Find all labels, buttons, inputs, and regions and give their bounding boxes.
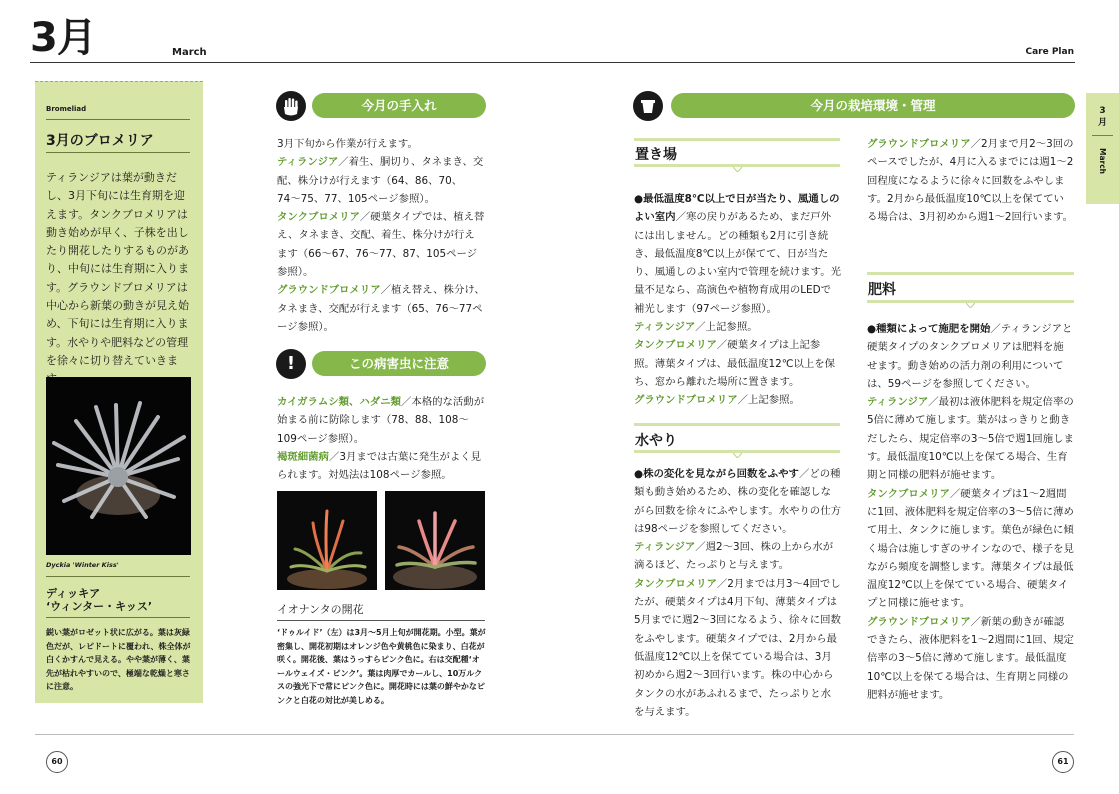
header-rule bbox=[30, 62, 1075, 63]
fertilizer-item bbox=[867, 393, 1074, 484]
environment-section-title: 今月の栽培環境・管理 bbox=[671, 93, 1075, 118]
month-index-tab[interactable] bbox=[1086, 93, 1119, 204]
sidebar-divider bbox=[46, 576, 190, 577]
plant-name-line1: ディッキア bbox=[46, 587, 101, 600]
pest-item-label: カイガラムシ類、ハダニ類 bbox=[277, 396, 401, 408]
tillandsia-illustration bbox=[385, 491, 485, 590]
tillandsia-illustration bbox=[277, 491, 377, 590]
chevron-down-icon bbox=[733, 453, 742, 458]
fertilizer-body bbox=[867, 320, 1074, 704]
watering-item bbox=[867, 135, 1074, 226]
dyckia-illustration bbox=[46, 377, 191, 555]
pest-item-label: 褐斑細菌病 bbox=[277, 450, 329, 463]
care-item bbox=[277, 281, 485, 336]
fertilizer-item-label: タンクブロメリア bbox=[867, 487, 950, 500]
watering-item bbox=[634, 538, 841, 575]
tab-divider bbox=[1092, 135, 1113, 136]
photo-description: ‘ドゥルイド’（左）は3月〜5月上旬が開花期。小型。葉が密集し、開花初期はオレンジ色や黄桃色に染まり、白花が咲く。開花後、葉はうっすらピンク色に。右は交配種‘オールウェイズ・ピンク’。葉は肉厚でカールし、10万ルクスの強光下で常にピンク色に。開花時には葉の鮮やかなピンクと白花の対比が美しめる。 bbox=[277, 628, 486, 705]
watering-item-text: ／2月までは月3〜4回でしたが、硬葉タイプは4月下旬、薄葉タイプは5月までに週2〜3回になるよう、徐々に回数をふやします。硬葉タイプでは、2月から最低温度12℃以上を保てている場合は、3月初めから週2〜3回行います。株の中心からタンクの水があふれるまで、たっぷりと水を与えます。 bbox=[634, 577, 841, 718]
right-page-number: 61 bbox=[1052, 751, 1074, 773]
section-rule bbox=[634, 138, 840, 141]
care-body bbox=[277, 135, 485, 336]
placement-item bbox=[634, 318, 841, 336]
photo-title-rule bbox=[277, 620, 485, 621]
care-item-label: ティランジア bbox=[277, 156, 339, 169]
photo-caption: Dyckia 'Winter Kiss' bbox=[46, 561, 119, 569]
sidebar-title: 3月のブロメリア bbox=[46, 133, 154, 149]
watering-item-label: グラウンドブロメリア bbox=[867, 138, 971, 150]
sidebar-divider bbox=[46, 152, 190, 153]
bromeliad-sidebar bbox=[35, 81, 203, 703]
watering-lead bbox=[634, 465, 841, 538]
fertilizer-item-text: ／硬葉タイプは1〜2週間に1回、液体肥料を規定倍率の3〜5倍に薄めて用土、タンクに施します。葉色が緑色に傾く場合は施しすぎのサインなので、様子を見ながら頻度を調整します。薄葉タイプは最低温度12℃以上を保てている場合、硬葉タイプと同様に施せます。 bbox=[867, 487, 1074, 610]
chevron-down-icon bbox=[733, 167, 742, 172]
care-section-title: 今月の手入れ bbox=[312, 93, 486, 118]
watering-item-label: タンクブロメリア bbox=[634, 577, 717, 590]
watering-item-label: ティランジア bbox=[634, 541, 696, 554]
fertilizer-lead-bold: ●種類によって施肥を開始 bbox=[867, 323, 991, 335]
placement-item-label: グラウンドブロメリア bbox=[634, 394, 738, 407]
sidebar-divider bbox=[46, 617, 190, 618]
pest-item bbox=[277, 448, 485, 485]
fertilizer-lead-text: ／ティランジアと硬葉タイプのタンクブロメリアは肥料を施せます。動き始めの活力剤の利用については、59ページを参照してください。 bbox=[867, 323, 1073, 390]
ionantha-always-pink-photo bbox=[385, 491, 485, 590]
fertilizer-item-label: ティランジア bbox=[867, 396, 929, 409]
care-item bbox=[277, 208, 485, 281]
month-english-label: March bbox=[172, 47, 207, 58]
section-rule bbox=[867, 272, 1074, 275]
pest-item bbox=[277, 393, 485, 448]
plant-description: 鋭い葉がロゼット状に広がる。葉は灰緑色だが、レピドートに覆われ、株全体が白くかすんで見える。やや葉が薄く、葉先が枯れやすいので、極端な乾燥と寒さに注意。 bbox=[46, 628, 191, 691]
fertilizer-item-text: ／最初は液体肥料を規定倍率の5倍に薄めて施します。葉がはっきりと動きだしたら、規定倍率の3〜5倍で週1回施します。最低温度10℃以上を保てる場合、生育期と同様の肥料が施せます。 bbox=[867, 396, 1074, 482]
fertilizer-item bbox=[867, 485, 1074, 613]
placement-item-text: ／上記参照。 bbox=[737, 394, 800, 407]
tab-kanji: 月 bbox=[1097, 118, 1107, 128]
care-item-text: ／硬葉タイプでは、植え替え、タネまき、交配、着生、株分けが行えます（66〜67、76〜77、87、105ページ参照）。 bbox=[277, 211, 485, 279]
fertilizer-item-text: ／新葉の動きが確認できたら、液体肥料を1〜2週間に1回、規定倍率の3〜5倍に薄めて施します。最低温度10℃以上を保てる場合は、生育期と同様の肥料が施せます。 bbox=[867, 615, 1074, 701]
placement-item-text: ／硬葉タイプは上記参照。薄葉タイプは、最低温度12℃以上を保ち、窓から離れた場所に置きます。 bbox=[634, 339, 836, 388]
fertilizer-item bbox=[867, 613, 1074, 704]
pest-section-title: この病害虫に注意 bbox=[312, 351, 486, 376]
placement-lead-text: ／寒の戻りがあるため、まだ戸外には出しません。どの種類も2月に引き続き、最低温度8℃以上が保てて、日が当たり、風通しのよい室内で管理を続けます。光量不足なら、高演色や植物育成用のLEDで補光します（97ページ参照）。 bbox=[634, 211, 841, 315]
watering-item bbox=[634, 575, 841, 721]
care-plan-label: Care Plan bbox=[1025, 47, 1074, 57]
care-item-text: ／植え替え、株分け、タネまき、交配が行えます（65、76〜77ページ参照）。 bbox=[277, 284, 485, 333]
placement-item-label: ティランジア bbox=[634, 321, 696, 334]
pest-item-text: ／本格的な活動が始まる前に防除します（78、88、108〜109ページ参照）。 bbox=[277, 396, 485, 445]
sidebar-tag: Bromeliad bbox=[46, 105, 87, 113]
tab-month-number bbox=[1086, 105, 1119, 129]
plant-name-line2: ‘ウィンター・キッス’ bbox=[46, 600, 153, 613]
placement-item-label: タンクブロメリア bbox=[634, 339, 717, 352]
care-item-text: ／着生、胴切り、タネまき、交配、株分けが行えます（64、86、70、74〜75、77、105ページ参照）。 bbox=[277, 156, 484, 205]
watering-item-text: ／2月まで月2〜3回のペースでしたが、4月に入るまでには週1〜2回程度になるように徐々に回数をふやします。2月から最低温度10℃以上を保てている場合は、3月初めから週1〜2回行います。 bbox=[867, 138, 1074, 224]
photo-title: イオナンタの開花 bbox=[277, 603, 364, 616]
footer-rule bbox=[35, 734, 1074, 735]
tab-number: 3 bbox=[1099, 106, 1106, 116]
fertilizer-heading: 肥料 bbox=[868, 282, 896, 298]
watering-lead-text: ／どの種類も動き始めるため、株の変化を確認しながら回数を徐々にふやします。水やりの仕方は98ページを参照してください。 bbox=[634, 468, 841, 535]
care-item-label: タンクブロメリア bbox=[277, 211, 360, 224]
care-item-label: グラウンドブロメリア bbox=[277, 284, 381, 297]
section-rule bbox=[634, 423, 840, 426]
watering-lead-bold: ●株の変化を見ながら回数をふやす bbox=[634, 468, 799, 480]
left-page-number: 60 bbox=[46, 751, 68, 773]
sidebar-body: ティランジアは葉が動きだし、3月下旬には生育期を迎えます。タンクブロメリアは動き始めが早く、子株を出したり開花したりするものがあり、中旬には生育期に入ります。グラウンドブロメリアは中心から新葉の動きが見え始め、下旬には生育期に入ります。水やりや肥料などの管理を徐々に切り替えていきま bbox=[46, 171, 189, 367]
placement-lead bbox=[634, 190, 841, 318]
watering-item-text: ／週2〜3回、株の上から水が滴るほど、たっぷりと与えます。 bbox=[634, 541, 834, 572]
placement-heading: 置き場 bbox=[635, 147, 677, 163]
placement-body bbox=[634, 190, 841, 410]
tab-month-english: March bbox=[1098, 148, 1107, 175]
hand-icon bbox=[276, 91, 306, 121]
warning-icon: ! bbox=[276, 349, 306, 379]
chevron-down-icon bbox=[966, 303, 975, 308]
plant-name bbox=[46, 587, 192, 613]
watering-continued bbox=[867, 135, 1074, 226]
placement-item bbox=[634, 391, 841, 409]
placement-item-text: ／上記参照。 bbox=[695, 321, 758, 334]
pot-icon bbox=[633, 91, 663, 121]
placement-item bbox=[634, 336, 841, 391]
watering-body bbox=[634, 465, 841, 721]
ionantha-druid-photo bbox=[277, 491, 377, 590]
pest-body bbox=[277, 393, 485, 484]
dyckia-photo bbox=[46, 377, 191, 555]
watering-heading: 水やり bbox=[635, 433, 677, 449]
pest-item-text: ／3月までは古葉に発生がよく見られます。対処法は108ページ参照。 bbox=[277, 450, 482, 482]
fertilizer-lead bbox=[867, 320, 1074, 393]
placement-lead-bold: ●最低温度8℃以上で日が当たり、風通しのよい室内 bbox=[634, 193, 840, 224]
sidebar-divider bbox=[46, 119, 190, 120]
month-heading: 3月 bbox=[30, 15, 96, 61]
care-intro: 3月下旬から作業が行えます。 bbox=[277, 138, 418, 150]
care-item bbox=[277, 153, 485, 208]
fertilizer-item-label: グラウンドブロメリア bbox=[867, 615, 971, 628]
